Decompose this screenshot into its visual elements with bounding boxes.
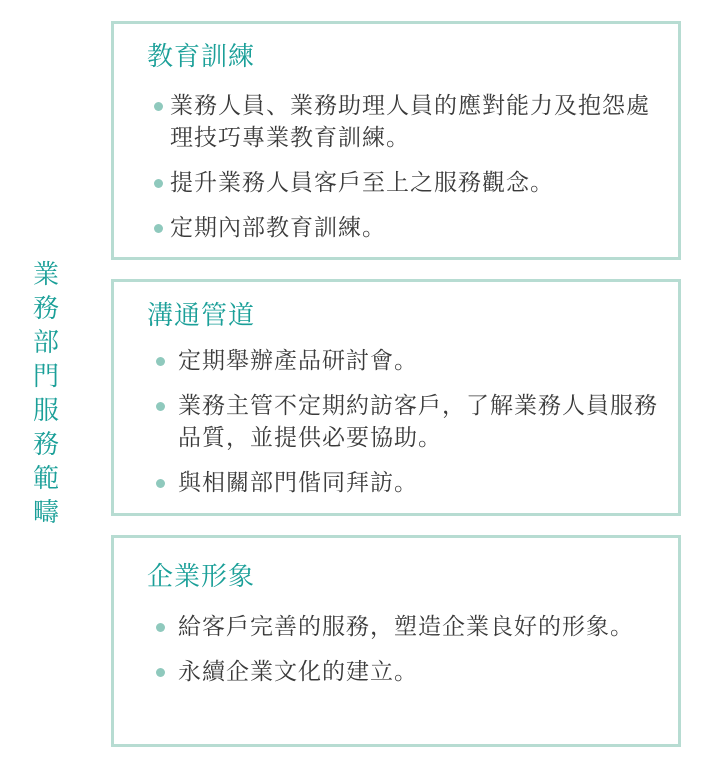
side-title-char: 範 [32,464,59,494]
list-item-text: 提升業務人員客戶至上之服務觀念。 [170,170,554,196]
item-list [152,611,658,701]
list-item [152,467,658,499]
panel-education-training [111,21,681,260]
list-item-text: 定期舉辦產品研討會。 [178,348,418,374]
list-item-text: 業務人員、業務助理人員的應對能力及抱怨處理技巧專業教育訓練。 [170,93,650,151]
side-title-char: 務 [32,294,59,324]
bullet-dot-icon [154,102,163,111]
panel-communication-channel [111,279,681,516]
panel-corporate-image [111,535,681,747]
item-list [152,90,658,257]
side-title-char: 服 [32,396,59,426]
side-title-char: 務 [32,430,59,460]
list-item [152,167,658,199]
side-title-char: 業 [32,260,59,290]
list-item-text: 與相關部門偕同拜訪。 [178,470,418,496]
list-item [152,611,658,643]
panel-title: 企業形象 [147,562,256,592]
list-item-text: 業務主管不定期約訪客戶，了解業務人員服務品質，並提供必要協助。 [178,393,658,451]
list-item [152,90,658,154]
side-title-char: 疇 [32,498,59,528]
panel-title: 溝通管道 [147,301,256,331]
bullet-dot-icon [154,179,163,188]
panel-title: 教育訓練 [147,42,256,72]
list-item [152,390,658,454]
side-title [26,258,66,530]
bullet-dot-icon [156,402,165,411]
list-item [152,345,658,377]
side-title-char: 部 [32,328,59,358]
list-item [152,656,658,688]
bullet-dot-icon [156,623,165,632]
bullet-dot-icon [156,668,165,677]
bullet-dot-icon [156,357,165,366]
list-item-text: 給客戶完善的服務，塑造企業良好的形象。 [178,614,634,640]
list-item-text: 永續企業文化的建立。 [178,659,418,685]
list-item-text: 定期內部教育訓練。 [170,215,386,241]
list-item [152,212,658,244]
item-list [152,345,658,512]
bullet-dot-icon [154,224,163,233]
side-title-char: 門 [32,362,59,392]
bullet-dot-icon [156,479,165,488]
